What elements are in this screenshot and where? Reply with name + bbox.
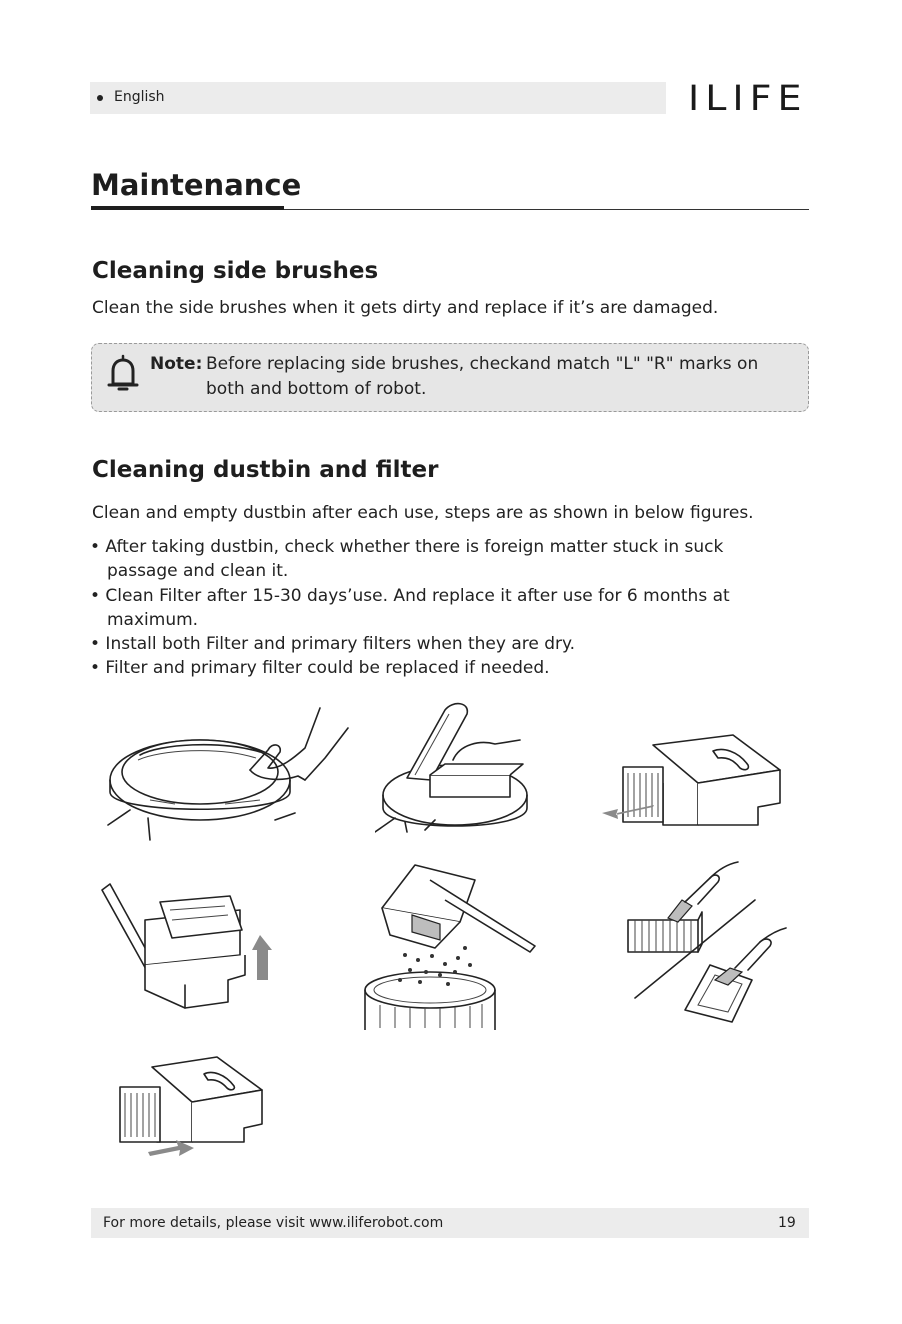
figure-remove-dustbin (375, 700, 535, 840)
figure-press-robot (100, 700, 350, 845)
bell-icon (105, 353, 141, 395)
language-bar (90, 82, 666, 114)
bullet-item: • Install both Filter and primary filters when they are dry. (90, 634, 576, 654)
title-underline (91, 206, 284, 210)
side-brushes-text: Clean the side brushes when it gets dirty and replace if it’s are damaged. (92, 298, 719, 318)
page-title: Maintenance (91, 168, 302, 202)
bullet-item: • Filter and primary filter could be replaced if needed. (90, 658, 550, 678)
figure-brush-filters (620, 860, 790, 1030)
bullet-item: • After taking dustbin, check whether there is foreign matter stuck in suck (90, 537, 724, 557)
note-label: Note: (150, 354, 203, 374)
language-label: English (114, 89, 165, 105)
figure-install-filter (112, 1052, 267, 1162)
bullet-item-continued: maximum. (107, 610, 199, 630)
figure-lift-primary-filter (100, 880, 280, 1010)
dustbin-intro: Clean and empty dustbin after each use, steps are as shown in below figures. (92, 503, 754, 523)
note-text-line: Before replacing side brushes, checkand match "L" "R" marks on (206, 354, 759, 374)
bullet-item: • Clean Filter after 15-30 days’use. And replace it after use for 6 months at (90, 586, 730, 606)
note-text-line: both and bottom of robot. (206, 379, 427, 399)
section-heading-dustbin: Cleaning dustbin and filter (92, 457, 439, 483)
bullet-dot (97, 95, 103, 101)
brand-logo: ILIFE (688, 77, 808, 119)
page-number: 19 (778, 1215, 796, 1231)
bullet-item-continued: passage and clean it. (107, 561, 289, 581)
footer-website-text: For more details, please visit www.iliferobot.com (103, 1215, 444, 1231)
figure-remove-filter (598, 725, 783, 830)
figure-empty-dustbin (360, 860, 540, 1030)
section-heading-side-brushes: Cleaning side brushes (92, 258, 379, 284)
